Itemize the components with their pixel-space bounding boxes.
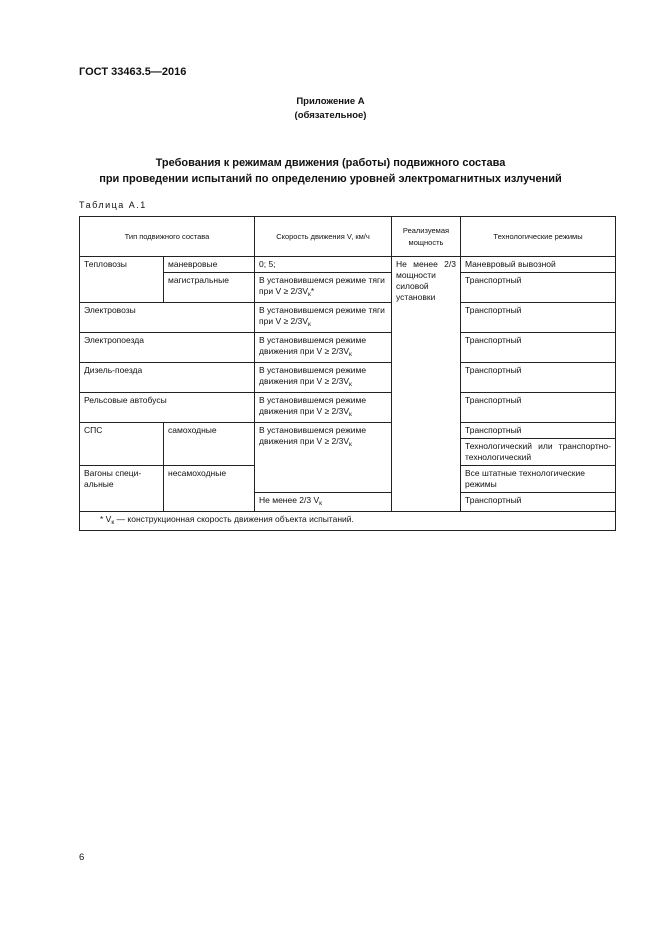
cell-mode: Маневровый вывозной bbox=[461, 257, 616, 273]
document-code: ГОСТ 33463.5—2016 bbox=[79, 66, 187, 78]
table-row bbox=[80, 423, 616, 439]
cell-speed: 0; 5; bbox=[255, 257, 392, 273]
cell-mode: Технологический или транспортно-технологический bbox=[461, 439, 616, 466]
cell-type: СПС bbox=[80, 423, 164, 466]
cell-mode: Транспортный bbox=[461, 393, 616, 423]
requirements-table bbox=[79, 216, 616, 531]
table-header-row bbox=[80, 217, 616, 257]
cell-mode: Все штатные технологические режимы bbox=[461, 466, 616, 493]
cell-mode: Транспортный bbox=[461, 333, 616, 363]
table-row bbox=[80, 363, 616, 393]
speed-subscript: к bbox=[349, 351, 352, 358]
speed-text: В установившемся режиме тяги при V ≥ 2/3V bbox=[259, 275, 385, 296]
speed-text: В установившемся режиме тяги при V ≥ 2/3V bbox=[259, 305, 385, 326]
section-title-line-1: Требования к режимам движения (работы) подвижного состава bbox=[155, 157, 506, 169]
cell-subtype: магистральные bbox=[164, 273, 255, 303]
header-modes: Технологические режимы bbox=[461, 217, 616, 257]
cell-type: Вагоны специальные bbox=[80, 466, 164, 512]
footnote-mark: * V bbox=[100, 514, 112, 524]
footnote-subscript: к bbox=[111, 519, 115, 526]
header-power: Реализуемая мощность bbox=[392, 217, 461, 257]
cell-mode: Транспортный bbox=[461, 303, 616, 333]
table-footnote-row bbox=[80, 512, 616, 531]
cell-subtype: несамоходные bbox=[164, 466, 255, 512]
speed-text: В установившемся режиме движения при V ≥ 2/3V bbox=[259, 395, 367, 416]
cell-type: Электропоезда bbox=[80, 333, 255, 363]
speed-text: В установившемся режиме движения при V ≥ 2/3V bbox=[259, 425, 367, 446]
cell-speed bbox=[255, 393, 392, 423]
cell-speed bbox=[255, 493, 392, 512]
annex-title: Приложение А bbox=[296, 96, 365, 107]
table-row bbox=[80, 257, 616, 273]
cell-type: Рельсовые автобусы bbox=[80, 393, 255, 423]
header-speed: Скорость движения V, км/ч bbox=[255, 217, 392, 257]
table-row bbox=[80, 303, 616, 333]
footnote-text: — конструкционная скорость движения объекта испытаний. bbox=[114, 514, 354, 524]
cell-subtype: маневровые bbox=[164, 257, 255, 273]
cell-speed bbox=[255, 303, 392, 333]
table-row bbox=[80, 393, 616, 423]
annex-status: (обязательное) bbox=[294, 110, 367, 121]
page-number: 6 bbox=[79, 852, 85, 863]
speed-subscript: к bbox=[307, 321, 311, 328]
cell-mode: Транспортный bbox=[461, 363, 616, 393]
cell-type: Электровозы bbox=[80, 303, 255, 333]
cell-speed bbox=[255, 333, 392, 363]
cell-type: Дизель-поезда bbox=[80, 363, 255, 393]
speed-text: Не менее 2/3 V bbox=[259, 495, 320, 505]
cell-speed bbox=[255, 363, 392, 393]
speed-footnote-mark: * bbox=[310, 286, 315, 296]
speed-subscript: к bbox=[319, 500, 322, 507]
cell-mode: Транспортный bbox=[461, 493, 616, 512]
speed-subscript: к bbox=[349, 411, 352, 418]
cell-power: Не менее 2/3 мощности силовой установки bbox=[392, 257, 461, 512]
header-type: Тип подвижного состава bbox=[80, 217, 255, 257]
table-footnote bbox=[80, 512, 616, 531]
cell-speed bbox=[255, 273, 392, 303]
cell-subtype: самоходные bbox=[164, 423, 255, 466]
cell-speed-merged bbox=[255, 423, 392, 493]
cell-mode: Транспортный bbox=[461, 423, 616, 439]
section-title-line-2: при проведении испытаний по определению уровней электромагнитных излучений bbox=[99, 173, 562, 185]
speed-subscript: к bbox=[349, 441, 352, 448]
speed-subscript: к bbox=[349, 381, 352, 388]
cell-mode: Транспортный bbox=[461, 273, 616, 303]
speed-text: В установившемся режиме движения при V ≥ 2/3V bbox=[259, 335, 367, 356]
cell-type: Тепловозы bbox=[80, 257, 164, 303]
table-row bbox=[80, 333, 616, 363]
speed-subscript: к bbox=[307, 291, 311, 298]
speed-text: В установившемся режиме движения при V ≥ 2/3V bbox=[259, 365, 367, 386]
table-caption: Таблица А.1 bbox=[79, 200, 147, 210]
